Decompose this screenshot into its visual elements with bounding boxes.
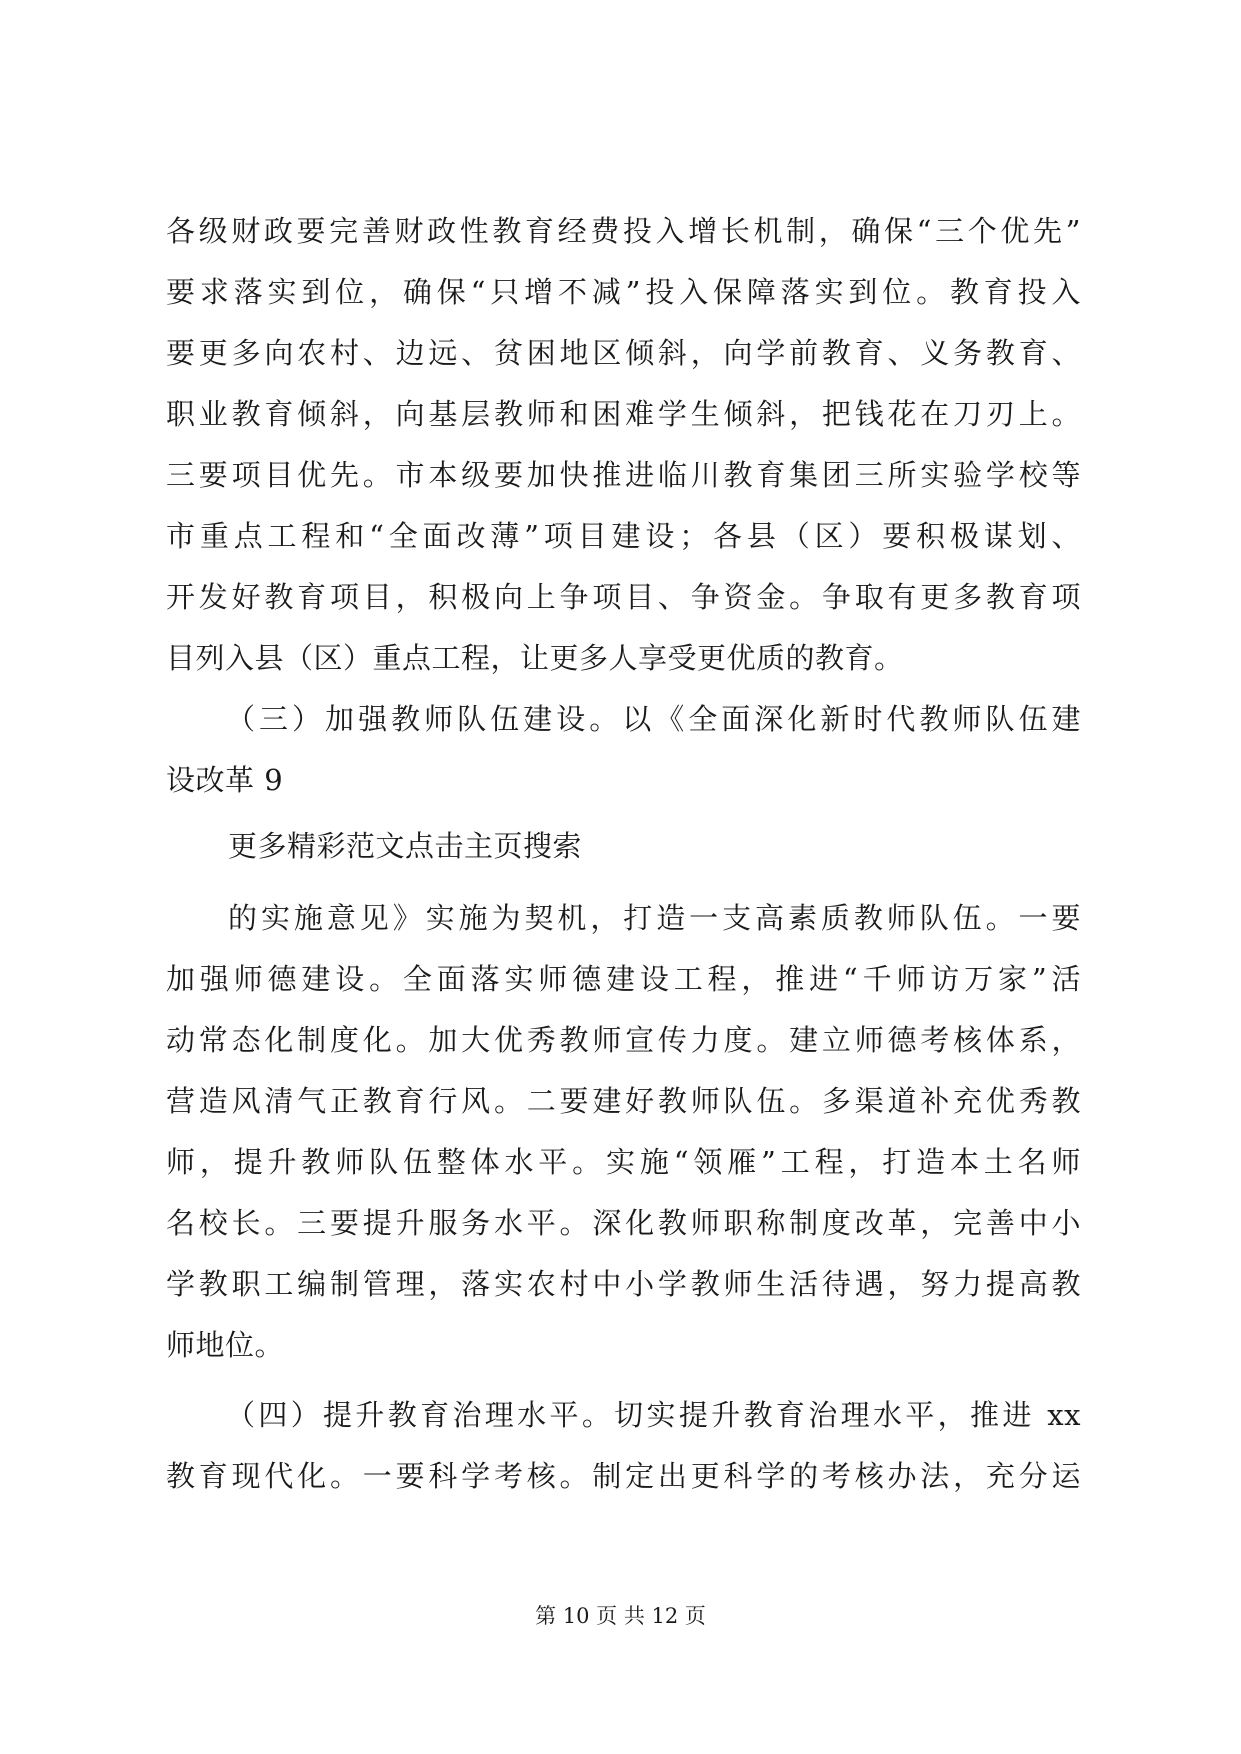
text-line: 营造风清气正教育行风。二要建好教师队伍。多渠道补充优秀教 bbox=[166, 1084, 1081, 1118]
text-line: 目列入县（区）重点工程，让更多人享受更优质的教育。 bbox=[166, 641, 904, 675]
text-line: 的实施意见》实施为契机，打造一支高素质教师队伍。一要 bbox=[228, 901, 1081, 935]
text-line: 动常态化制度化。加大优秀教师宣传力度。建立师德考核体系， bbox=[166, 1023, 1081, 1057]
section-heading-line: （三）加强教师队伍建设。以《全面深化新时代教师队伍建 bbox=[226, 702, 1081, 736]
text-line: 设改革 9 bbox=[166, 763, 284, 797]
text-line: 名校长。三要提升服务水平。深化教师职称制度改革，完善中小 bbox=[166, 1206, 1081, 1240]
section-heading-line: （四）提升教育治理水平。切实提升教育治理水平，推进 xx bbox=[226, 1398, 1081, 1432]
text-line: 加强师德建设。全面落实师德建设工程，推进“千师访万家”活 bbox=[166, 962, 1081, 996]
text-line: 教育现代化。一要科学考核。制定出更科学的考核办法，充分运 bbox=[166, 1459, 1081, 1493]
page-number-footer: 第 10 页 共 12 页 bbox=[535, 1604, 706, 1628]
text-line: 师，提升教师队伍整体水平。实施“领雁”工程，打造本土名师 bbox=[166, 1145, 1081, 1179]
text-line: 学教职工编制管理，落实农村中小学教师生活待遇，努力提高教 bbox=[166, 1267, 1081, 1301]
text-line: 开发好教育项目，积极向上争项目、争资金。争取有更多教育项 bbox=[166, 580, 1081, 614]
text-line: 要求落实到位，确保“只增不减”投入保障落实到位。教育投入 bbox=[166, 275, 1081, 309]
text-line: 职业教育倾斜，向基层教师和困难学生倾斜，把钱花在刀刃上。 bbox=[166, 397, 1081, 431]
text-line: 师地位。 bbox=[166, 1328, 285, 1362]
text-line: 市重点工程和“全面改薄”项目建设；各县（区）要积极谋划、 bbox=[166, 519, 1081, 553]
text-line: 三要项目优先。市本级要加快推进临川教育集团三所实验学校等 bbox=[166, 458, 1081, 492]
text-line: 要更多向农村、边远、贫困地区倾斜，向学前教育、义务教育、 bbox=[166, 336, 1081, 370]
text-line: 各级财政要完善财政性教育经费投入增长机制，确保“三个优先” bbox=[166, 214, 1081, 248]
promo-text: 更多精彩范文点击主页搜索 bbox=[228, 829, 583, 863]
